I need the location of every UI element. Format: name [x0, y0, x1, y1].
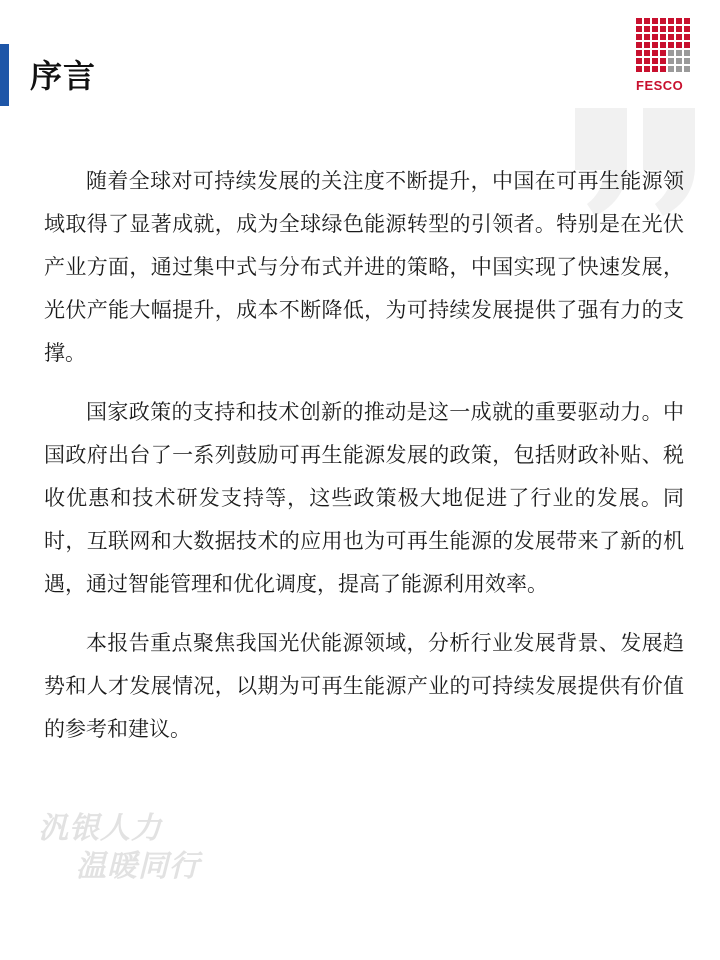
- logo-dot: [668, 66, 674, 72]
- logo-dot: [644, 26, 650, 32]
- logo-dot: [636, 34, 642, 40]
- logo-dot: [644, 58, 650, 64]
- logo-dot: [636, 42, 642, 48]
- logo-dot: [676, 50, 682, 56]
- logo-dot: [644, 66, 650, 72]
- logo-text: FESCO: [636, 78, 684, 93]
- logo-dot: [660, 42, 666, 48]
- logo-dot: [652, 58, 658, 64]
- logo-dot: [684, 34, 690, 40]
- logo-dot: [652, 34, 658, 40]
- watermark-line-2: 温暖同行: [76, 849, 200, 884]
- logo-dot: [636, 66, 642, 72]
- paragraph-2: 国家政策的支持和技术创新的推动是这一成就的重要驱动力。中国政府出台了一系列鼓励可再生能源发展的政策，包括财政补贴、税收优惠和技术研发支持等，这些政策极大地促进了行业的发展。同时，互联网和大数据技术的应用也为可再生能源的发展带来了新的机遇，通过智能管理和优化调度，提高了能源利用效率。: [44, 400, 684, 596]
- logo-dot: [684, 50, 690, 56]
- logo-dot: [676, 34, 682, 40]
- logo-dot: [652, 18, 658, 24]
- logo-dot: [660, 66, 666, 72]
- logo-dot: [676, 42, 682, 48]
- logo-dot: [636, 58, 642, 64]
- title-accent-bar: [0, 44, 9, 106]
- logo-dot: [684, 18, 690, 24]
- logo-dot: [668, 50, 674, 56]
- logo-dot: [668, 42, 674, 48]
- logo-dot: [684, 66, 690, 72]
- logo-dot: [652, 42, 658, 48]
- logo-dot: [660, 26, 666, 32]
- watermark-line-1: 汎银人力: [38, 811, 162, 846]
- logo-dot: [660, 50, 666, 56]
- preface-body: [44, 160, 684, 767]
- paragraph-1: 随着全球对可持续发展的关注度不断提升，中国在可再生能源领域取得了显著成就，成为全球绿色能源转型的引领者。特别是在光伏产业方面，通过集中式与分布式并进的策略，中国实现了快速发展，光伏产能大幅提升，成本不断降低，为可持续发展提供了强有力的支撑。: [44, 169, 684, 365]
- logo-dot: [668, 18, 674, 24]
- logo-dot: [684, 42, 690, 48]
- fesco-logo: [636, 18, 694, 93]
- logo-dot: [652, 66, 658, 72]
- logo-dot: [684, 58, 690, 64]
- logo-dot: [660, 18, 666, 24]
- logo-dot: [668, 58, 674, 64]
- watermark-slogan: [38, 810, 200, 886]
- logo-dot: [636, 50, 642, 56]
- paragraph-3: 本报告重点聚焦我国光伏能源领域，分析行业发展背景、发展趋势和人才发展情况，以期为可再生能源产业的可持续发展提供有价值的参考和建议。: [44, 631, 684, 741]
- logo-dot: [652, 50, 658, 56]
- logo-dot: [644, 34, 650, 40]
- page-title: 序言: [30, 57, 97, 95]
- logo-dot: [644, 42, 650, 48]
- logo-dot: [676, 58, 682, 64]
- logo-dot: [676, 18, 682, 24]
- logo-dot: [660, 58, 666, 64]
- logo-dot: [684, 26, 690, 32]
- logo-dot: [652, 26, 658, 32]
- logo-dot: [644, 18, 650, 24]
- logo-dot: [676, 26, 682, 32]
- logo-dot: [644, 50, 650, 56]
- logo-dot: [668, 34, 674, 40]
- logo-dot: [668, 26, 674, 32]
- logo-dot: [660, 34, 666, 40]
- logo-dot: [676, 66, 682, 72]
- logo-dot: [636, 18, 642, 24]
- logo-dot-grid: [636, 18, 694, 72]
- logo-dot: [636, 26, 642, 32]
